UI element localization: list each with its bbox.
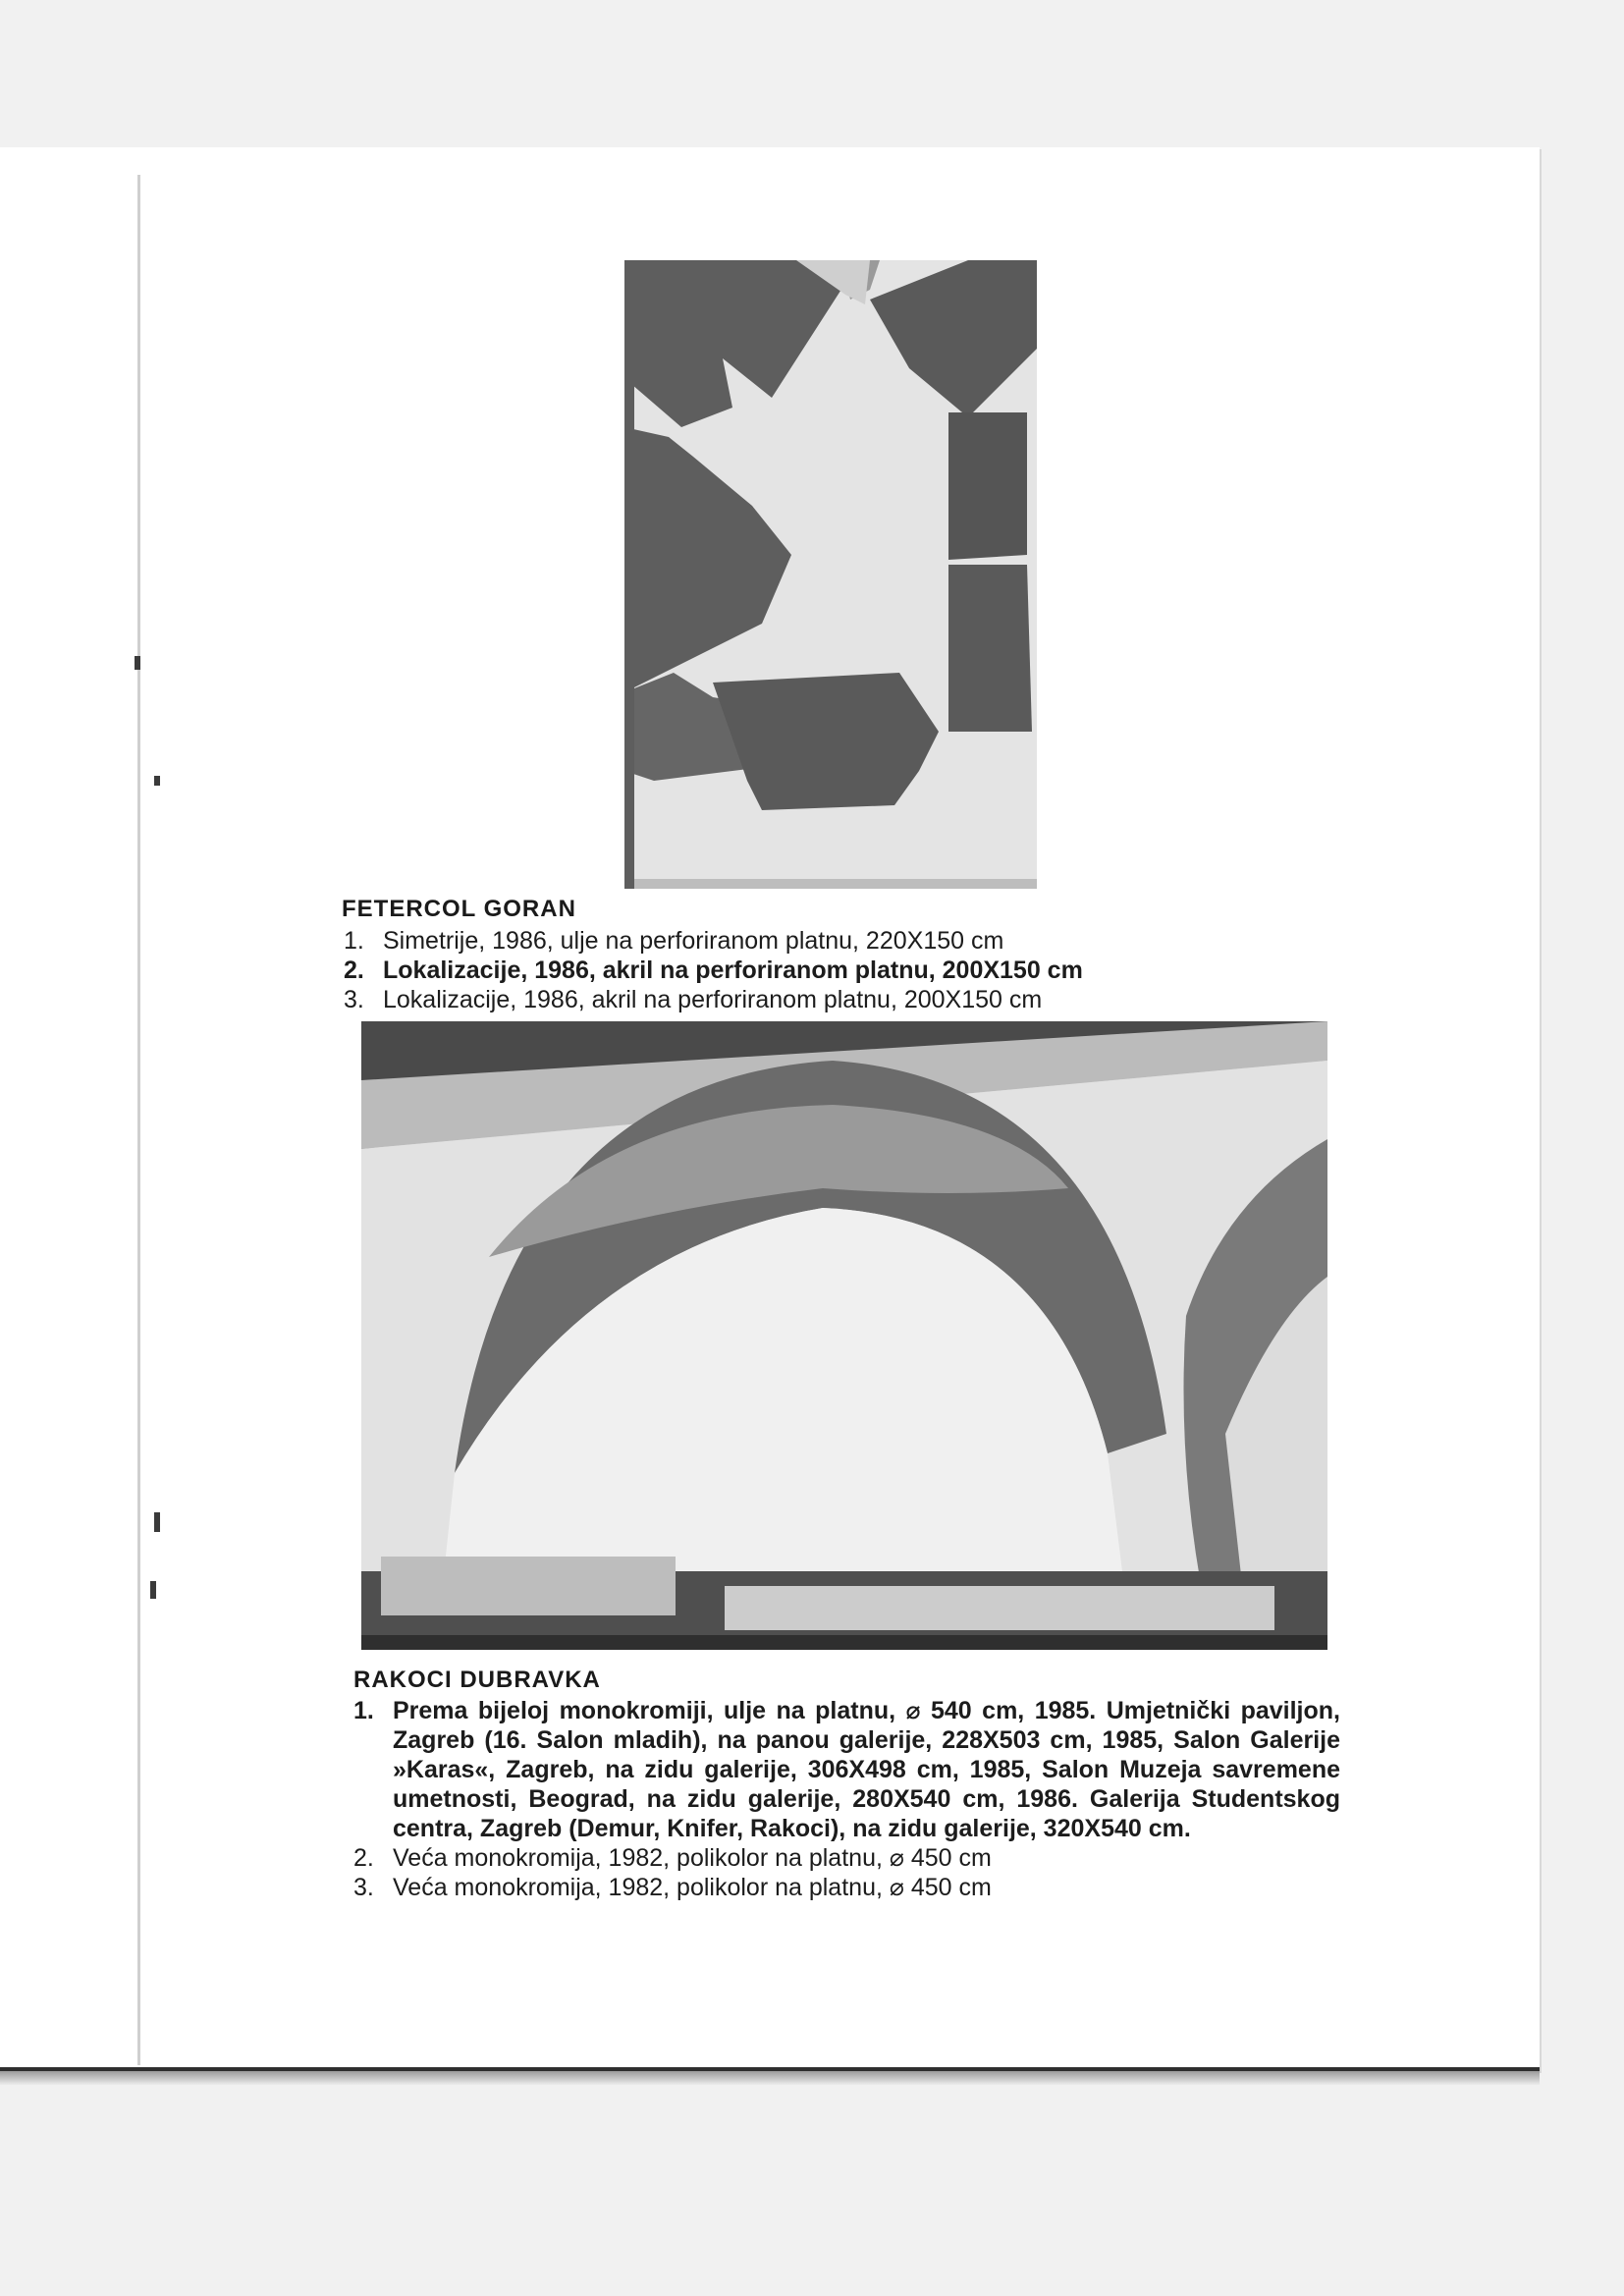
work-item bbox=[353, 1696, 1340, 1843]
rakoci-works-list bbox=[353, 1696, 1340, 1902]
binding-mark bbox=[154, 776, 160, 786]
artist-heading: RAKOCI DUBRAVKA bbox=[353, 1667, 601, 1693]
work-number: 2. bbox=[353, 1844, 374, 1872]
work-number: 3. bbox=[353, 1874, 374, 1901]
work-item bbox=[344, 926, 1208, 956]
work-description: Lokalizacije, 1986, akril na perforiranom platnu, 200X150 cm bbox=[383, 957, 1083, 984]
work-item bbox=[344, 985, 1208, 1014]
work-item bbox=[353, 1873, 1340, 1902]
binding-mark bbox=[135, 656, 140, 670]
binding-mark bbox=[150, 1581, 156, 1599]
work-description: Prema bijeloj monokromiji, ulje na platnu, ⌀ 540 cm, 1985. Umjetnički paviljon, Zagreb (16. Salon mladih), na panou galerije, 228X503 cm, 1985, Salon Galerije »Karas«, Zagreb, na zidu galerije, 306X498 cm, 1985, Salon Muzeja savremene umetnosti, Beograd, na zidu galerije, 280X540 cm, 1986. Galerija Studentskog centra, Zagreb (Demur, Knifer, Rakoci), na zidu galerije, 320X540 cm. bbox=[393, 1697, 1340, 1842]
binding-mark bbox=[154, 1512, 160, 1532]
work-description: Veća monokromija, 1982, polikolor na platnu, ⌀ 450 cm bbox=[393, 1874, 992, 1901]
work-description: Simetrije, 1986, ulje na perforiranom platnu, 220X150 cm bbox=[383, 927, 1004, 955]
work-number: 2. bbox=[344, 957, 364, 984]
work-description: Veća monokromija, 1982, polikolor na platnu, ⌀ 450 cm bbox=[393, 1844, 992, 1872]
work-number: 1. bbox=[353, 1697, 374, 1724]
work-description: Lokalizacije, 1986, akril na perforiranom platnu, 200X150 cm bbox=[383, 986, 1043, 1013]
work-number: 3. bbox=[344, 986, 364, 1013]
work-item bbox=[344, 956, 1208, 985]
binding-crease bbox=[137, 175, 140, 2065]
artist-heading: FETERCOL GORAN bbox=[342, 896, 576, 922]
fetercol-painting-photo bbox=[624, 260, 1037, 889]
work-item bbox=[353, 1843, 1340, 1873]
page-edge-shadow bbox=[0, 2071, 1540, 2085]
fetercol-works-list bbox=[344, 926, 1208, 1016]
rakoci-installation-photo bbox=[361, 1021, 1327, 1650]
work-number: 1. bbox=[344, 927, 364, 955]
